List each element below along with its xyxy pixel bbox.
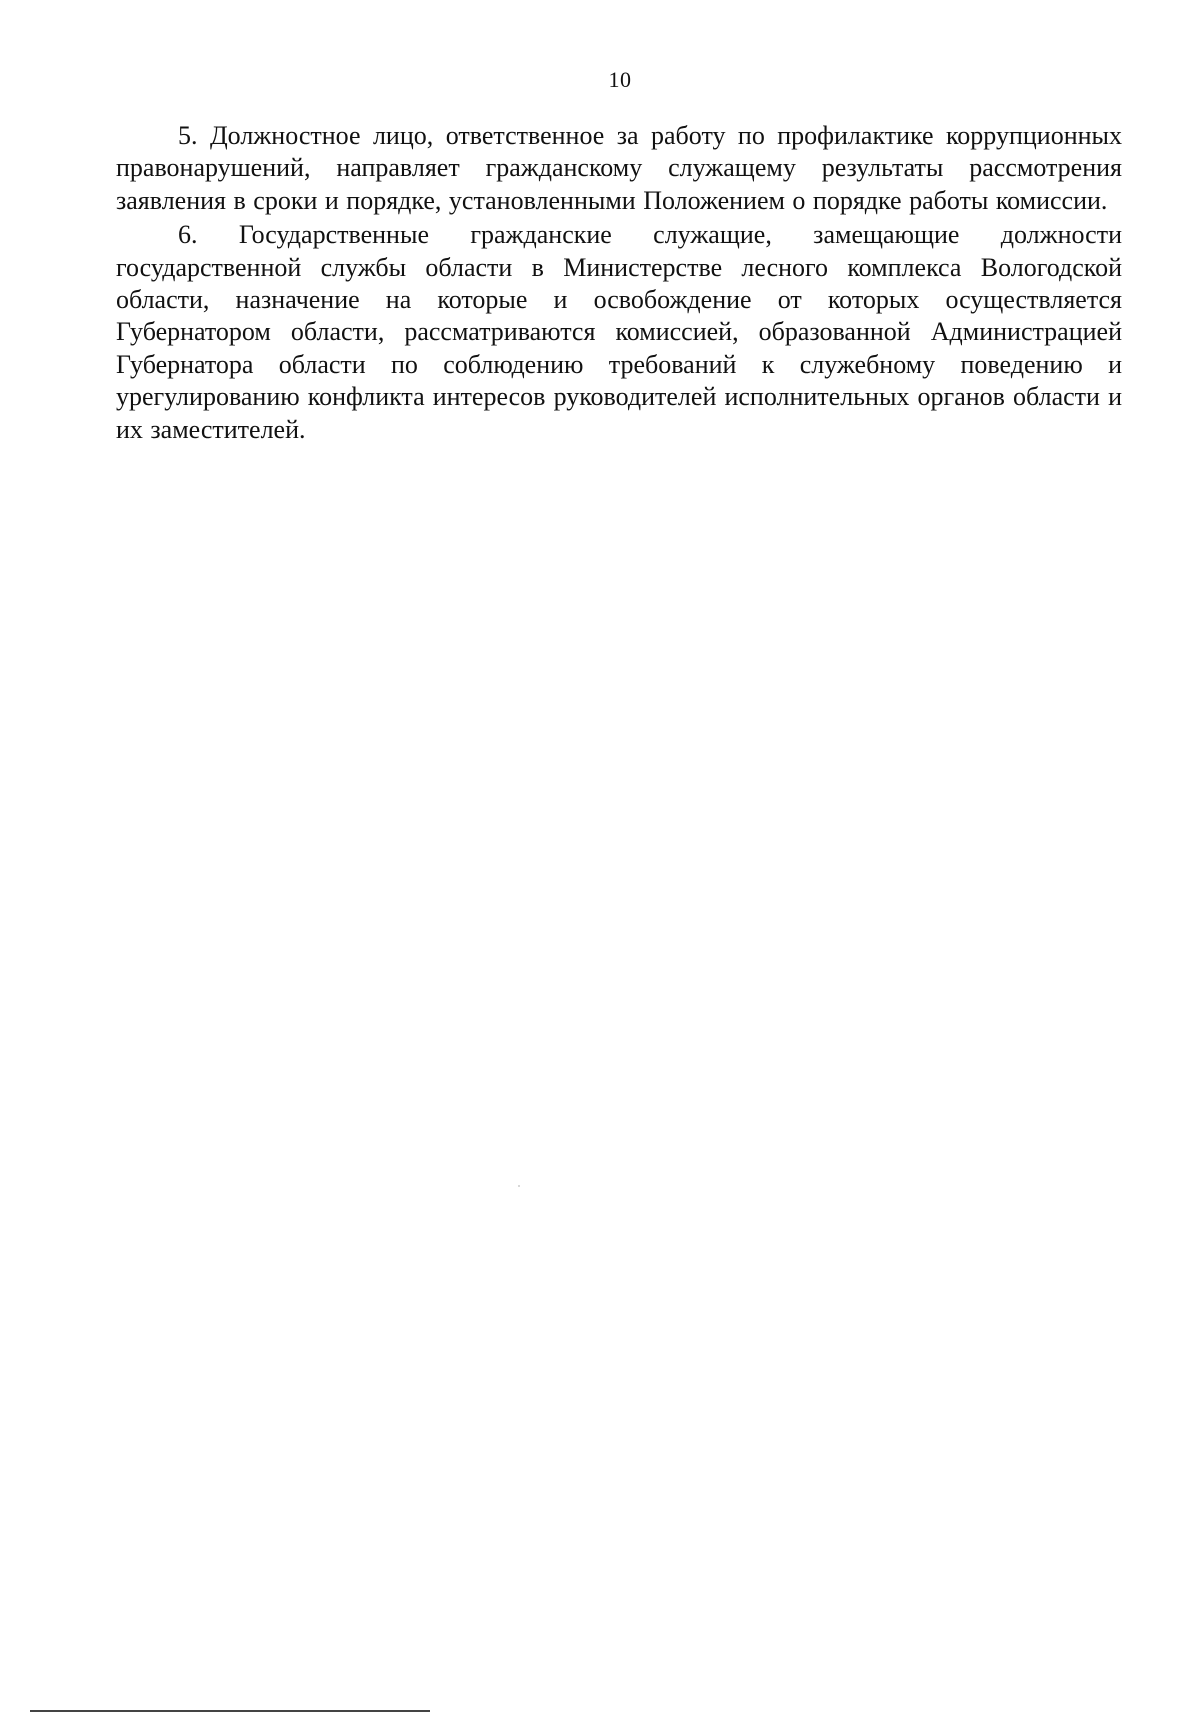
paragraph-5: 5. Должностное лицо, ответственное за работу по профилактике коррупционных правонарушений, направляет гражданскому служащему результаты рассмотрения заявления в сроки и порядке, установленными Положением о порядке работы комиссии. <box>116 121 1122 215</box>
document-body <box>116 120 1122 448</box>
scan-speck <box>518 1185 520 1187</box>
scan-edge-line <box>30 1710 430 1712</box>
page-number: 10 <box>608 67 632 92</box>
paragraph-6: 6. Государственные гражданские служащие, замещающие должности государственной службы области в Министерстве лесного комплекса Вологодской области, назначение на которые и освобождение от которых осуществляется Губернатором области, рассматриваются комиссией, образованной Администрацией Губернатора области по соблюдению требований к служебному поведению и урегулированию конфликта интересов руководителей исполнительных органов области и их заместителей. <box>116 220 1122 444</box>
